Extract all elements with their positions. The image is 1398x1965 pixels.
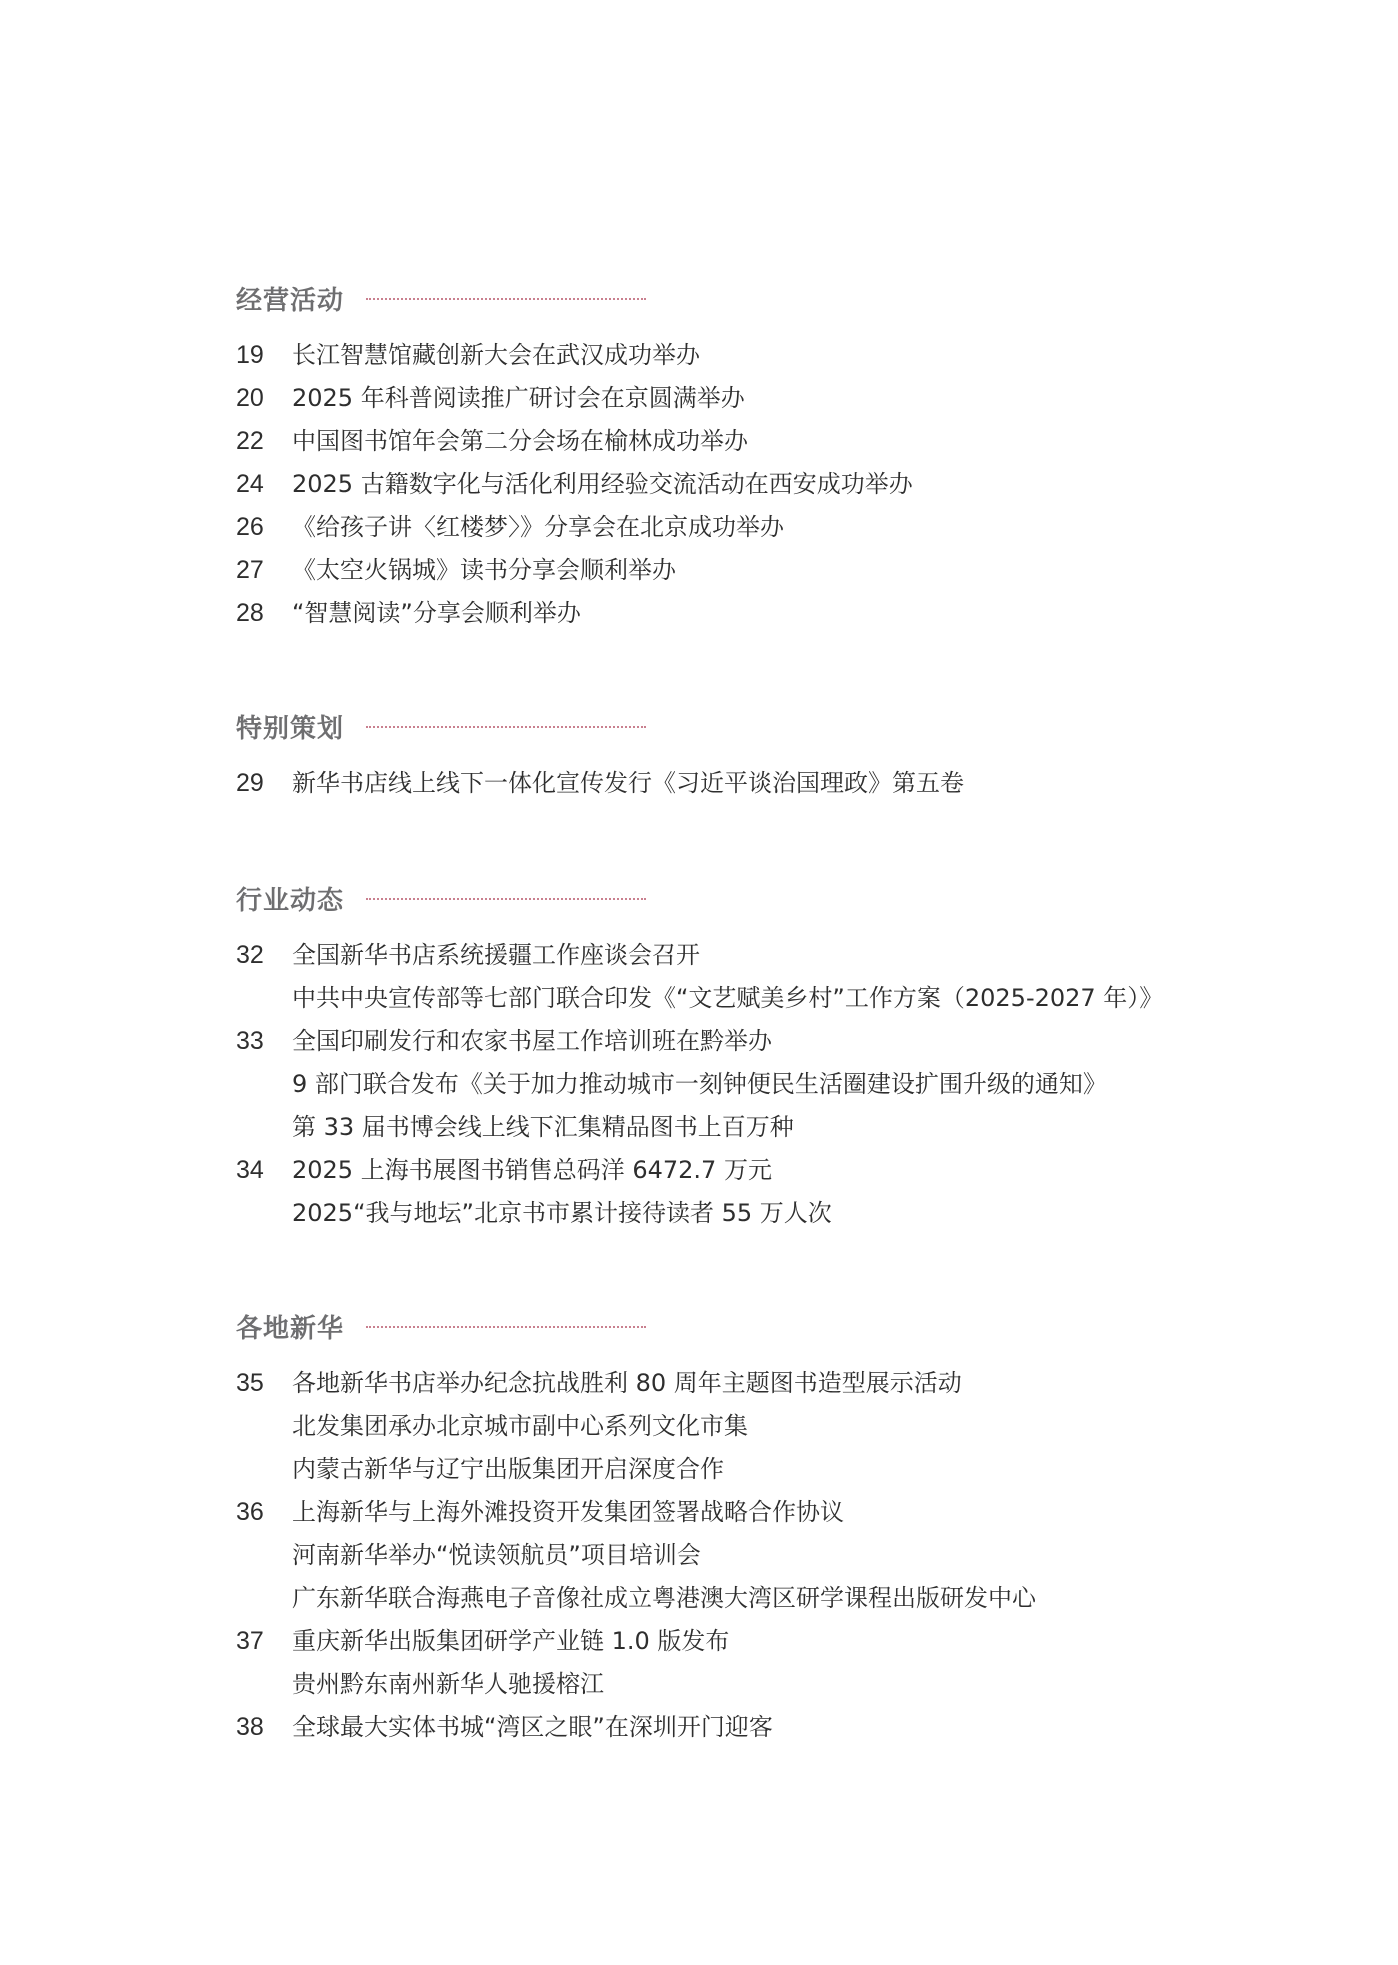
section-title: 各地新华 — [236, 1313, 345, 1344]
section-industry-news — [236, 878, 1336, 1235]
page-number: 26 — [236, 513, 264, 541]
section-special-feature — [236, 706, 1336, 805]
entry-title: 2025 上海书展图书销售总码洋 6472.7 万元 — [292, 1156, 772, 1184]
entry-title: 重庆新华出版集团研学产业链 1.0 版发布 — [292, 1627, 730, 1655]
entry-title: 2025 年科普阅读推广研讨会在京圆满举办 — [292, 384, 745, 412]
section-header — [236, 878, 1336, 918]
entry-title: 第 33 届书博会线上线下汇集精品图书上百万种 — [292, 1113, 794, 1141]
page-number: 33 — [236, 1027, 264, 1055]
toc-entry[interactable] — [236, 1663, 1336, 1706]
toc-entry[interactable] — [236, 1020, 1336, 1063]
page-number: 38 — [236, 1713, 264, 1741]
toc-entry[interactable] — [236, 549, 1336, 592]
toc-entry[interactable] — [236, 977, 1336, 1020]
section-header — [236, 278, 1336, 318]
toc-entry[interactable] — [236, 762, 1336, 805]
section-title: 行业动态 — [236, 885, 345, 916]
entry-title: 中共中央宣传部等七部门联合印发《“文艺赋美乡村”工作方案（2025-2027 年）》 — [292, 984, 1164, 1012]
entry-title: 9 部门联合发布《关于加力推动城市一刻钟便民生活圈建设扩围升级的通知》 — [292, 1070, 1107, 1098]
entry-title: 长江智慧馆藏创新大会在武汉成功举办 — [292, 341, 700, 369]
toc-entry[interactable] — [236, 377, 1336, 420]
page-number: 35 — [236, 1369, 264, 1397]
entry-title: 全国新华书店系统援疆工作座谈会召开 — [292, 941, 700, 969]
section-regional-xinhua — [236, 1306, 1336, 1749]
page-number: 37 — [236, 1627, 264, 1655]
entry-title: “智慧阅读”分享会顺利举办 — [292, 599, 581, 627]
entry-title: 2025“我与地坛”北京书市累计接待读者 55 万人次 — [292, 1199, 832, 1227]
page-number: 19 — [236, 341, 264, 369]
section-header — [236, 1306, 1336, 1346]
page-number: 32 — [236, 941, 264, 969]
toc-entry[interactable] — [236, 1405, 1336, 1448]
toc-entry[interactable] — [236, 1192, 1336, 1235]
section-title: 特别策划 — [236, 713, 345, 744]
entry-title: 2025 古籍数字化与活化利用经验交流活动在西安成功举办 — [292, 470, 913, 498]
entry-title: 内蒙古新华与辽宁出版集团开启深度合作 — [292, 1455, 724, 1483]
toc-entry[interactable] — [236, 1063, 1336, 1106]
page-number: 28 — [236, 599, 264, 627]
toc-entry[interactable] — [236, 463, 1336, 506]
toc-entry[interactable] — [236, 592, 1336, 635]
entry-title: 各地新华书店举办纪念抗战胜利 80 周年主题图书造型展示活动 — [292, 1369, 962, 1397]
dotted-rule-divider — [366, 898, 646, 900]
entry-title: 全球最大实体书城“湾区之眼”在深圳开门迎客 — [292, 1713, 773, 1741]
entry-title: 全国印刷发行和农家书屋工作培训班在黔举办 — [292, 1027, 772, 1055]
page-number: 36 — [236, 1498, 264, 1526]
toc-entry[interactable] — [236, 334, 1336, 377]
page-number: 24 — [236, 470, 264, 498]
page-number: 22 — [236, 427, 264, 455]
dotted-rule-divider — [366, 726, 646, 728]
entry-title: 河南新华举办“悦读领航员”项目培训会 — [292, 1541, 701, 1569]
toc-entry-list — [236, 334, 1336, 635]
entry-title: 北发集团承办北京城市副中心系列文化市集 — [292, 1412, 748, 1440]
page-number: 20 — [236, 384, 264, 412]
toc-entry[interactable] — [236, 934, 1336, 977]
dotted-rule-divider — [366, 1326, 646, 1328]
entry-title: 上海新华与上海外滩投资开发集团签署战略合作协议 — [292, 1498, 844, 1526]
toc-entry[interactable] — [236, 1362, 1336, 1405]
entry-title: 新华书店线上线下一体化宣传发行《习近平谈治国理政》第五卷 — [292, 769, 964, 797]
toc-entry[interactable] — [236, 1577, 1336, 1620]
section-business-activities — [236, 278, 1336, 635]
toc-entry[interactable] — [236, 1491, 1336, 1534]
toc-entry[interactable] — [236, 506, 1336, 549]
entry-title: 贵州黔东南州新华人驰援榕江 — [292, 1670, 604, 1698]
entry-title: 《给孩子讲〈红楼梦〉》分享会在北京成功举办 — [292, 513, 784, 541]
entry-title: 中国图书馆年会第二分会场在榆林成功举办 — [292, 427, 748, 455]
toc-entry[interactable] — [236, 1106, 1336, 1149]
entry-title: 广东新华联合海燕电子音像社成立粤港澳大湾区研学课程出版研发中心 — [292, 1584, 1036, 1612]
toc-entry[interactable] — [236, 1620, 1336, 1663]
toc-entry-list — [236, 934, 1336, 1235]
toc-entry[interactable] — [236, 1149, 1336, 1192]
page-number: 29 — [236, 769, 264, 797]
section-title: 经营活动 — [236, 285, 345, 316]
toc-entry-list — [236, 762, 1336, 805]
toc-entry[interactable] — [236, 420, 1336, 463]
toc-entry[interactable] — [236, 1706, 1336, 1749]
page-number: 34 — [236, 1156, 264, 1184]
dotted-rule-divider — [366, 298, 646, 300]
toc-entry[interactable] — [236, 1448, 1336, 1491]
toc-entry[interactable] — [236, 1534, 1336, 1577]
toc-entry-list — [236, 1362, 1336, 1749]
section-header — [236, 706, 1336, 746]
page-number: 27 — [236, 556, 264, 584]
entry-title: 《太空火锅城》读书分享会顺利举办 — [292, 556, 676, 584]
